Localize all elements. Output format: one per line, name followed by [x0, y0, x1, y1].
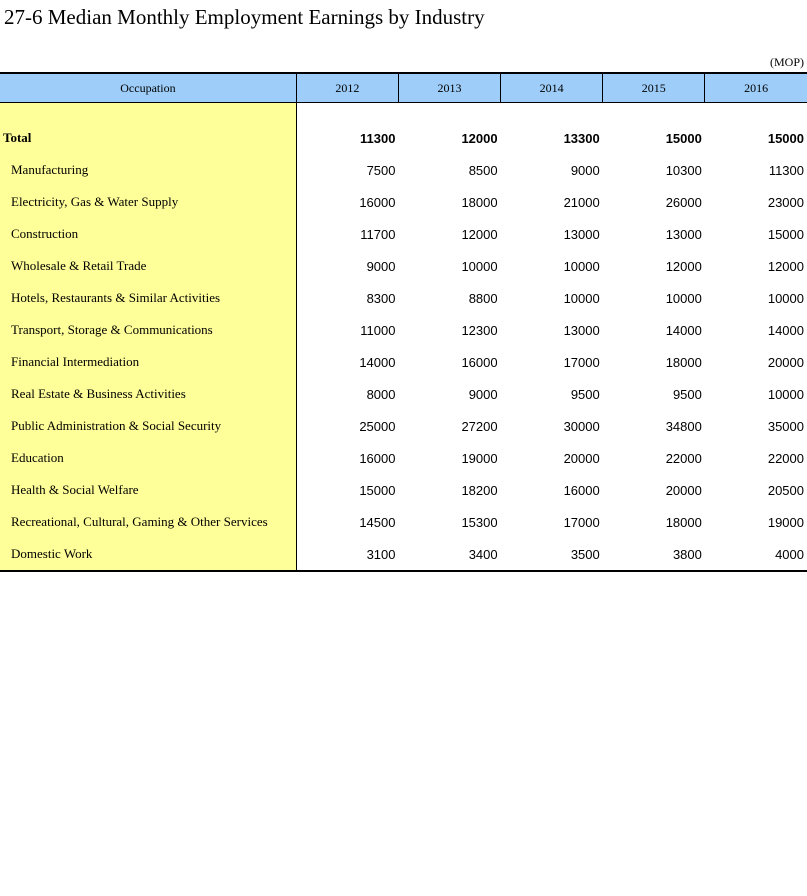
table-row — [0, 186, 807, 218]
value-cell-2012: 9000 — [366, 258, 396, 274]
value-cell-2013: 15300 — [461, 514, 498, 530]
value-cell-2012: 11000 — [360, 322, 396, 338]
spacer-row — [0, 103, 807, 123]
table-row — [0, 474, 807, 506]
value-cell-2012: 7500 — [366, 162, 396, 178]
value-cell-2014: 30000 — [563, 418, 600, 434]
table-row — [0, 538, 807, 571]
column-header-2013: 2013 — [398, 73, 500, 103]
value-cell-2014: 17000 — [563, 354, 600, 370]
value-cell-2014: 13300 — [563, 130, 600, 146]
table-row — [0, 410, 807, 442]
value-cell-2016: 20500 — [767, 482, 804, 498]
value-cell-2013: 3400 — [398, 538, 500, 571]
value-cell-2015: 10300 — [665, 162, 702, 178]
value-cell-2013: 19000 — [461, 450, 498, 466]
value-cell-2015: 14000 — [665, 322, 702, 338]
table-row — [0, 378, 807, 410]
industry-label: Electricity, Gas & Water Supply — [0, 186, 296, 218]
value-cell-2012: 14500 — [359, 514, 396, 530]
value-cell-2014: 16000 — [563, 482, 600, 498]
column-header-2014: 2014 — [501, 73, 603, 103]
value-cell-2013: 16000 — [461, 354, 498, 370]
value-cell-2013: 12000 — [461, 226, 498, 242]
value-cell-2013: 12000 — [461, 130, 498, 146]
value-cell-2014: 3500 — [501, 538, 603, 571]
industry-label: Wholesale & Retail Trade — [0, 250, 296, 282]
table-row — [0, 346, 807, 378]
table-row — [0, 154, 807, 186]
industry-label: Total — [0, 122, 296, 154]
industry-label: Public Administration & Social Security — [0, 410, 296, 442]
table-row — [0, 506, 807, 538]
value-cell-2014: 17000 — [563, 514, 600, 530]
value-cell-2013: 27200 — [461, 418, 498, 434]
earnings-table — [0, 72, 807, 572]
spacer-cell — [0, 103, 296, 123]
value-cell-2016: 14000 — [767, 322, 804, 338]
value-cell-2015: 34800 — [665, 418, 702, 434]
industry-label: Recreational, Cultural, Gaming & Other Services — [0, 506, 296, 538]
value-cell-2016: 12000 — [767, 258, 804, 274]
value-cell-2015: 22000 — [665, 450, 702, 466]
value-cell-2012: 3100 — [296, 538, 398, 571]
value-cell-2015: 20000 — [665, 482, 702, 498]
value-cell-2013: 8500 — [468, 162, 498, 178]
industry-label: Transport, Storage & Communications — [0, 314, 296, 346]
industry-label: Real Estate & Business Activities — [0, 378, 296, 410]
value-cell-2016: 15000 — [767, 130, 804, 146]
value-cell-2012: 8300 — [366, 290, 396, 306]
value-cell-2012: 15000 — [359, 482, 396, 498]
value-cell-2015: 18000 — [665, 354, 702, 370]
value-cell-2012: 16000 — [359, 194, 396, 210]
table-row — [0, 250, 807, 282]
value-cell-2012: 16000 — [359, 450, 396, 466]
value-cell-2016: 4000 — [705, 538, 807, 571]
value-cell-2013: 18200 — [461, 482, 498, 498]
value-cell-2016: 23000 — [767, 194, 804, 210]
value-cell-2012: 14000 — [359, 354, 396, 370]
value-cell-2016: 35000 — [767, 418, 804, 434]
value-cell-2016: 11300 — [768, 162, 804, 178]
spacer-cell — [296, 103, 807, 123]
value-cell-2016: 15000 — [767, 226, 804, 242]
value-cell-2015: 10000 — [665, 290, 702, 306]
value-cell-2013: 18000 — [461, 194, 498, 210]
value-cell-2014: 9000 — [570, 162, 600, 178]
value-cell-2012: 25000 — [359, 418, 396, 434]
unit-label: (MOP) — [769, 55, 804, 69]
column-header-occupation: Occupation — [0, 73, 296, 103]
header-row — [0, 73, 807, 103]
value-cell-2015: 13000 — [665, 226, 702, 242]
value-cell-2015: 26000 — [665, 194, 702, 210]
industry-label: Financial Intermediation — [0, 346, 296, 378]
value-cell-2014: 10000 — [563, 290, 600, 306]
industry-label: Domestic Work — [0, 538, 296, 571]
value-cell-2016: 20000 — [767, 354, 804, 370]
industry-label: Construction — [0, 218, 296, 250]
column-header-2015: 2015 — [603, 73, 705, 103]
value-cell-2012: 11300 — [360, 130, 396, 146]
value-cell-2016: 10000 — [767, 386, 804, 402]
table-row — [0, 282, 807, 314]
table-row — [0, 314, 807, 346]
value-cell-2016: 22000 — [767, 450, 804, 466]
value-cell-2015: 18000 — [665, 514, 702, 530]
value-cell-2014: 13000 — [563, 226, 600, 242]
value-cell-2015: 15000 — [665, 130, 702, 146]
value-cell-2013: 9000 — [468, 386, 498, 402]
industry-label: Manufacturing — [0, 154, 296, 186]
table-title: 27-6 Median Monthly Employment Earnings by Industry — [4, 5, 485, 29]
value-cell-2015: 9500 — [672, 386, 702, 402]
value-cell-2015: 12000 — [665, 258, 702, 274]
value-cell-2014: 9500 — [570, 386, 600, 402]
table-body — [0, 103, 807, 572]
column-header-2012: 2012 — [296, 73, 398, 103]
value-cell-2013: 12300 — [461, 322, 498, 338]
industry-label: Health & Social Welfare — [0, 474, 296, 506]
value-cell-2014: 13000 — [563, 322, 600, 338]
column-header-2016: 2016 — [705, 73, 807, 103]
value-cell-2013: 8800 — [468, 290, 498, 306]
value-cell-2014: 20000 — [563, 450, 600, 466]
industry-label: Education — [0, 442, 296, 474]
value-cell-2015: 3800 — [603, 538, 705, 571]
value-cell-2014: 10000 — [563, 258, 600, 274]
value-cell-2014: 21000 — [563, 194, 600, 210]
industry-label: Hotels, Restaurants & Similar Activities — [0, 282, 296, 314]
table-row — [0, 442, 807, 474]
table-row — [0, 218, 807, 250]
value-cell-2012: 8000 — [366, 386, 396, 402]
value-cell-2016: 19000 — [767, 514, 804, 530]
value-cell-2013: 10000 — [461, 258, 498, 274]
total-row — [0, 122, 807, 154]
value-cell-2012: 11700 — [360, 226, 396, 242]
value-cell-2016: 10000 — [767, 290, 804, 306]
